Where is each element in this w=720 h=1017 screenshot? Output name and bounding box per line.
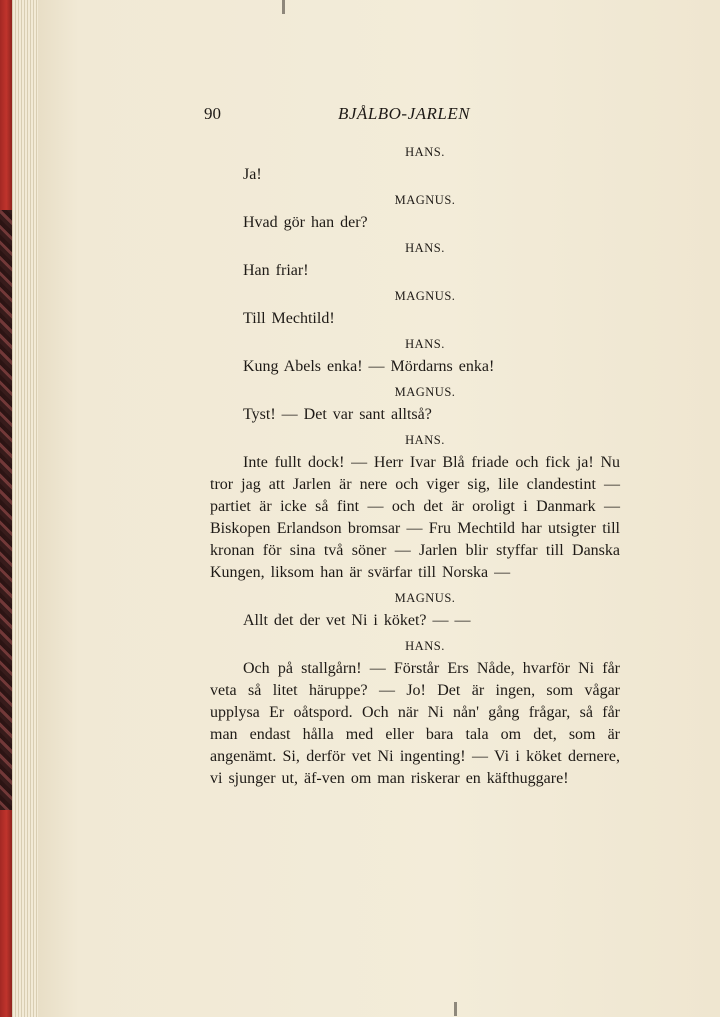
binding-pattern bbox=[0, 210, 12, 810]
page-header bbox=[204, 104, 628, 126]
running-title: BJÅLBO-JARLEN bbox=[338, 104, 471, 123]
speaker-name: HANS. bbox=[405, 433, 445, 447]
dialogue-line: Tyst! — Det var sant alltså? bbox=[243, 406, 432, 423]
speaker-name: HANS. bbox=[405, 241, 445, 255]
dialogue-block bbox=[210, 432, 620, 584]
speaker-name: MAGNUS. bbox=[394, 385, 456, 399]
dialogue-block bbox=[210, 240, 620, 282]
page-edges bbox=[12, 0, 39, 1017]
dialogue-block bbox=[210, 288, 620, 330]
dialogue-block bbox=[210, 638, 620, 790]
dialogue-line: Kung Abels enka! — Mördarns enka! bbox=[243, 358, 495, 375]
speaker-name: HANS. bbox=[405, 337, 445, 351]
dialogue-line: Ja! bbox=[243, 166, 262, 183]
speaker-name: MAGNUS. bbox=[394, 591, 456, 605]
dialogue-block bbox=[210, 384, 620, 426]
page-number: 90 bbox=[204, 104, 221, 123]
dialogue-block bbox=[210, 590, 620, 632]
dialogue-block bbox=[210, 144, 620, 186]
dialogue-line: Till Mechtild! bbox=[243, 310, 335, 327]
dialogue-line: Han friar! bbox=[243, 262, 309, 279]
top-page-mark bbox=[282, 0, 285, 14]
dialogue-block bbox=[210, 336, 620, 378]
bottom-page-mark bbox=[454, 1002, 457, 1016]
speaker-name: HANS. bbox=[405, 639, 445, 653]
dialogue-line: Allt det der vet Ni i köket? — — bbox=[243, 612, 471, 629]
speaker-name: MAGNUS. bbox=[394, 289, 456, 303]
speaker-name: HANS. bbox=[405, 145, 445, 159]
dialogue bbox=[210, 138, 620, 790]
dialogue-line: Och på stallgårn! — Förstår Ers Nåde, hvarför Ni får veta så litet häruppe? — Jo! Det är ingen, som vågar upplysa Er oåtspord. Och när Ni nån' gång frågar, så får man endast hålla med eller bara tala om det, som är angenämt. Si, derför vet Ni ingenting! — Vi i köket dernere, vi sjunger ut, äf-ven om man riskerar en käfthuggare! bbox=[210, 660, 620, 787]
dialogue-block bbox=[210, 192, 620, 234]
speaker-name: MAGNUS. bbox=[394, 193, 456, 207]
dialogue-line: Inte fullt dock! — Herr Ivar Blå friade och fick ja! Nu tror jag att Jarlen är nere och viger sig, lile clandestint — partiet är icke så fint — och det är oroligt i Danmark — Biskopen Erlandson bromsar — Fru Mechtild har utsigter till kronan för sina två söner — Jarlen blir styffar till Danska Kungen, liksom han är svärfar till Norska — bbox=[210, 454, 620, 581]
dialogue-line: Hvad gör han der? bbox=[243, 214, 368, 231]
